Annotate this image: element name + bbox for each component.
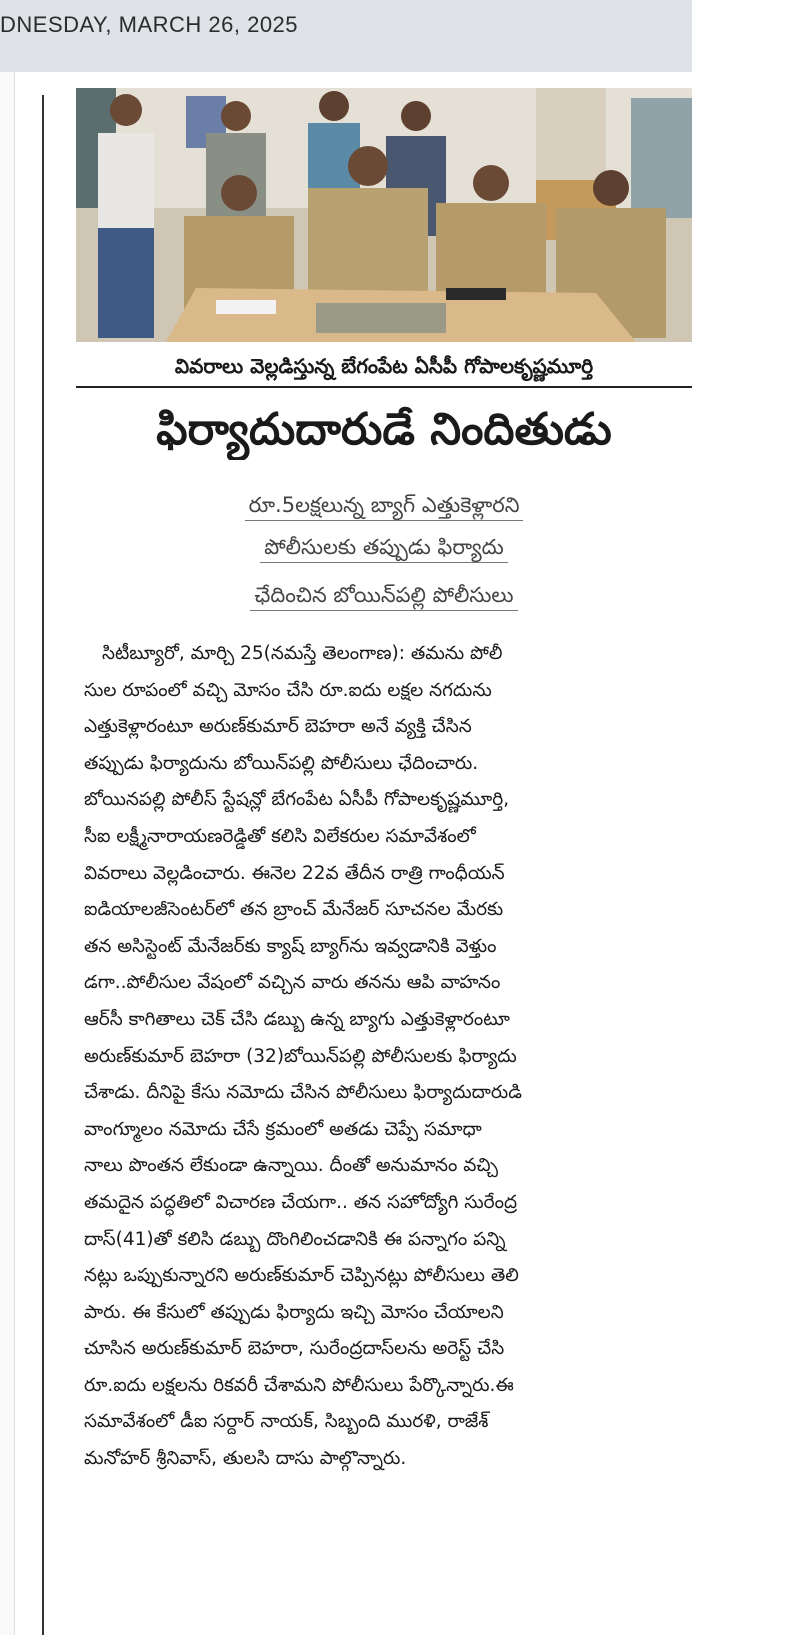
column-divider	[42, 95, 44, 1635]
body-line: చూసిన అరుణ్‌కుమార్ బెహరా, సురేంద్రదాస్‌లను అరెస్ట్ చేసి	[84, 1338, 505, 1360]
body-line: అరుణ్‌కుమార్ బెహరా (32)బోయిన్‌పల్లి పోలీసులకు ఫిర్యాదు	[84, 1045, 517, 1067]
body-line: తప్పుడు ఫిర్యాదును బోయిన్‌పల్లి పోలీసులు ఛేదించారు.	[84, 752, 479, 774]
body-line: బోయినపల్లి పోలీస్ స్టేషన్లో బేగంపేట ఏసీపీ గోపాలకృష్ణమూర్తి,	[84, 789, 510, 811]
subheading-3: ఛేదించిన బోయిన్‌పల్లి పోలీసులు	[76, 580, 692, 611]
body-line: ఎత్తుకెళ్లారంటూ అరుణ్‌కుమార్ బెహరా అనే వ్యక్తి చేసిన	[84, 716, 472, 738]
photo-caption: వివరాలు వెల్లడిస్తున్న బేగంపేట ఏసీపీ గోపాలకృష్ణమూర్తి	[76, 350, 692, 388]
body-line: ఆర్‌సీ కాగితాలు చెక్ చేసి డబ్బు ఉన్న బ్యాగు ఎత్తుకెళ్లారంటూ	[84, 1008, 510, 1030]
body-line: రూ.ఐదు లక్షలను రికవరీ చేశామని పోలీసులు పేర్కొన్నారు.ఈ	[84, 1374, 514, 1396]
page-header	[0, 0, 692, 72]
article-headline: ఫిర్యాదుదారుడే నిందితుడు	[156, 404, 612, 455]
body-line: దాస్(41)తో కలిసి డబ్బు దొంగిలించడానికి ఈ పన్నాగం పన్ని	[84, 1228, 506, 1250]
news-photo	[76, 88, 692, 342]
body-line: సిటీబ్యూరో, మార్చి 25(నమస్తే తెలంగాణ): తమను పోలీ	[102, 643, 503, 664]
edition-date: DNESDAY, MARCH 26, 2025	[0, 12, 299, 37]
body-line: సీఐ లక్ష్మీనారాయణరెడ్డితో కలిసి విలేకరుల సమావేశంలో	[84, 825, 476, 847]
press-meet-photo	[76, 88, 692, 342]
body-line: వాంగ్మూలం నమోదు చేసే క్రమంలో అతడు చెప్పే సమాధా	[84, 1118, 482, 1140]
body-line: వివరాలు వెల్లడించారు. ఈనెల 22వ తేదీన రాత్రి గాంధీయన్	[84, 862, 505, 884]
body-line: సుల రూపంలో వచ్చి మోసం చేసి రూ.ఐదు లక్షల నగదును	[84, 679, 492, 701]
body-line: సమావేశంలో డీఐ సర్దార్ నాయక్, సిబ్బంది మురళి, రాజేశ్	[84, 1411, 489, 1433]
adjacent-column-edge	[0, 72, 15, 1635]
body-line: నట్లు ఒప్పుకున్నారని అరుణ్‌కుమార్ చెప్పినట్లు పోలీసులు తెలి	[84, 1265, 519, 1287]
article-body	[84, 636, 692, 1478]
body-line: నాలు పొంతన లేకుండా ఉన్నాయి. దీంతో అనుమానం వచ్చి	[84, 1155, 498, 1177]
body-line: మనోహర్ శ్రీనివాస్, తులసి దాసు పాల్గొన్నారు.	[84, 1448, 407, 1470]
body-line: ఐడియాలజీసెంటర్‌లో తన బ్రాంచ్ మేనేజర్ సూచనల మేరకు	[84, 899, 504, 921]
body-line: పారు. ఈ కేసులో తప్పుడు ఫిర్యాదు ఇచ్చి మోసం చేయాలని	[84, 1301, 504, 1323]
body-line: తమదైన పద్ధతిలో విచారణ చేయగా.. తన సహోద్యోగి సురేంద్ర	[84, 1191, 518, 1213]
body-line: చేశాడు. దీనిపై కేసు నమోదు చేసిన పోలీసులు ఫిర్యాదుదారుడి	[84, 1082, 522, 1104]
body-line: డగా..పోలీసుల వేషంలో వచ్చిన వారు తనను ఆపి వాహనం	[84, 972, 501, 994]
subheading-2: పోలీసులకు తప్పుడు ఫిర్యాదు	[76, 532, 692, 563]
body-line: తన అసిస్టెంట్ మేనేజర్‌కు క్యాష్ బ్యాగ్‌ను ఇవ్వడానికి వెళ్తుం	[84, 935, 497, 957]
subheading-1: రూ.5లక్షలున్న బ్యాగ్ ఎత్తుకెళ్లారని	[76, 490, 692, 521]
